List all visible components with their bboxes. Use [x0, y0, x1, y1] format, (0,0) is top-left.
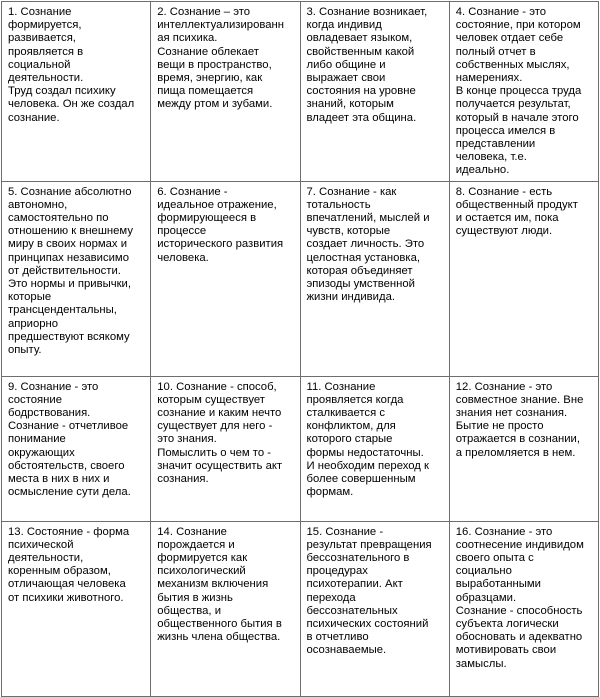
table-row	[2, 181, 599, 376]
definition-cell-5: 5. Сознание абсолютно автономно, самостоятельно по отношению к внешнему миру в своих нормах и принципах независимо от действительности. Это нормы и привычки, которые трансцендентальны, априорно предшествуют всякому опыту.	[2, 181, 151, 376]
definition-cell-8: 8. Сознание - есть общественный продукт и остается им, пока существуют люди.	[449, 181, 598, 376]
table-row	[2, 521, 599, 696]
table-row	[2, 2, 599, 182]
definition-cell-1: 1. Сознание формируется, развивается, проявляется в социальной деятельности. Труд создал психику человека. Он же создал сознание.	[2, 2, 151, 182]
definition-cell-15: 15. Сознание - результат превращения бессознательного в процедурах психотерапии. Акт перехода бессознательных психических состояний в отчетливо осознаваемые.	[300, 521, 449, 696]
definition-cell-3: 3. Сознание возникает, когда индивид овладевает языком, свойственным какой либо общине и выражает свои состояния на уровне знаний, которым владеет эта община.	[300, 2, 449, 182]
definition-cell-2: 2. Сознание – это интеллектуализированн ая психика. Сознание облекает вещи в пространство, время, энергию, как пища помещается между ртом и зубами.	[151, 2, 300, 182]
definition-cell-7: 7. Сознание - как тотальность впечатлений, мыслей и чувств, которые создает личность. Это целостная установка, которая объединяет эпизоды умственной жизни индивида.	[300, 181, 449, 376]
definition-cell-16: 16. Сознание - это соотнесение индивидом своего опыта с социально выработанными образцами. Сознание - способность субъекта логически обосновать и адекватно мотивировать свои замыслы.	[449, 521, 598, 696]
definition-cell-11: 11. Сознание проявляется когда сталкивается с конфликтом, для которого старые формы недостаточны. И необходим переход к более совершенным формам.	[300, 376, 449, 521]
definition-cell-4: 4. Сознание - это состояние, при котором человек отдает себе полный отчет в собственных мыслях, намерениях. В конце процесса труда получается результат, который в начале этого процесса имелся в представлении человека, т.е. идеально.	[449, 2, 598, 182]
definition-cell-13: 13. Состояние - форма психической деятельности, коренным образом, отличающая человека от психики животного.	[2, 521, 151, 696]
definition-cell-6: 6. Сознание - идеальное отражение, формирующееся в процессе исторического развития человека.	[151, 181, 300, 376]
definition-cell-12: 12. Сознание - это совместное знание. Вне знания нет сознания. Бытие не просто отражается в сознании, а преломляется в нем.	[449, 376, 598, 521]
definition-cell-10: 10. Сознание - способ, которым существует сознание и каким нечто существует для него - это знания. Помыслить о чем то - значит осуществить акт сознания.	[151, 376, 300, 521]
definitions-table	[1, 1, 599, 697]
definition-cell-14: 14. Сознание порождается и формируется как психологический механизм включения бытия в жизнь общества, и общественного бытия в жизнь члена общества.	[151, 521, 300, 696]
table-row	[2, 376, 599, 521]
definition-cell-9: 9. Сознание - это состояние бодрствования. Сознание - отчетливое понимание окружающих обстоятельств, своего места в них в них и осмысление сути дела.	[2, 376, 151, 521]
